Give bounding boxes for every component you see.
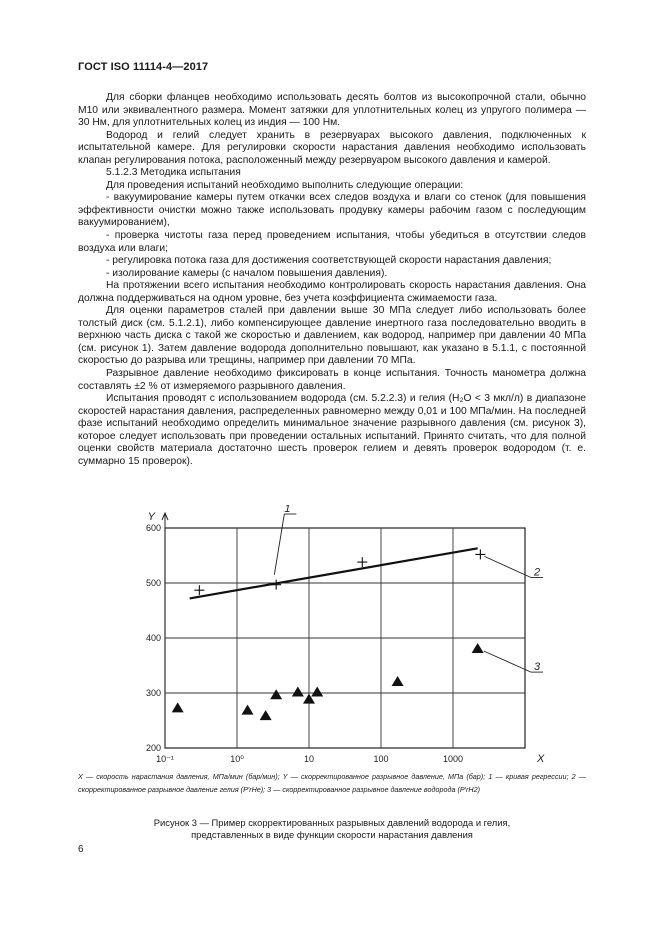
list-item: - проверка чистоты газа перед проведением испытания, чтобы убедиться в отсутствии следов воздуха или влаги; [78,230,586,254]
x-tick-label: 100 [373,754,389,764]
list-item: - вакуумирование камеры путем откачки всех следов воздуха и влаги со стенок (для повышения эффективности очистки можно также использовать продувку камеры рабочим газом с последующим вакуумированием), [78,192,586,229]
callout-label-1: 1 [284,505,291,515]
paragraph: Для сборки фланцев необходимо использовать десять болтов из высокопрочной стали, обычно М10 или эквивалентного размера. Момент затяжки для уплотнительных колец из упругого полимера — 30 Нм, для уплотнительных колец из индия — 100 Нм. [78,92,586,129]
x-tick-label: 1000 [442,754,464,764]
y-tick-label: 400 [145,633,161,643]
paragraph: Испытания проводят с использованием водорода (см. 5.2.2.3) и гелия (H₂O < 3 мкл/л) в диапазоне скоростей нарастания давления, распределенных равномерно между 0,01 и 100 МПа/мин. На последней фазе испытаний необходимо определить минимальное значение разрывного давления (см. рисунок 3), которое следует использовать при проведении остальных испытаний. Принято считать, что для полной оценки свойств материала достаточно шесть проверок гелием и девять проверок водородом (т. е. суммарно 15 проверок). [78,393,586,467]
figure-title [78,817,586,841]
helium-point [357,557,367,567]
y-tick-label: 300 [145,688,161,698]
figure-legend: X — скорость нарастания давления, МПа/мин (бар/мин); Y — скорректированное разрывное давление, МПа (бар); 1 — кривая регрессии; 2 — скорректированное разрывное давление гелия (P′rHe); 3 — скорректированное разрывное давление водорода (P′rH2) [78,772,586,794]
paragraph: Для оценки параметров сталей при давлении выше 30 МПа следует либо использовать более толстый диск (см. 5.1.2.1), либо компенсирующее давление инертного газа последовательно вводить в верхнюю часть диска с такой же скоростью и давлением, как водород, например при давлении 40 МПа (см. рисунок 1). Затем давление водорода дополнительно повышают, как указано в 5.1.1, с постоянной скоростью до разрыва или трещины, например при давлении 70 МПа. [78,305,586,367]
figure-title-line: представленных в виде функции скорости нарастания давления [191,829,473,840]
callout-leader-3 [484,651,531,672]
page-header: ГОСТ ISO 11114-4—2017 [78,61,209,73]
page-number: 6 [78,844,84,855]
hydrogen-point [270,689,282,699]
list-item: - регулировка потока газа для достижения соответствующей скорости нарастания давления; [106,255,552,267]
callout-leader-1 [274,514,284,575]
helium-point [194,585,204,595]
callout-label-2: 2 [534,566,541,579]
hydrogen-point [311,686,323,696]
figure-title-line: Рисунок 3 — Пример скорректированных разрывных давлений водорода и гелия, [153,817,511,828]
paragraph: Водород и гелий следует хранить в резервуарах высокого давления, подключенных к испытательной камере. Для регулировки скорости нарастания давления необходимо использовать клапан регулирования потока, расположенный между резервуаром высокого давления и камерой. [78,129,586,166]
burst-pressure-chart [70,505,570,767]
x-tick-label: 10⁻¹ [156,754,174,764]
hydrogen-point [242,705,254,715]
hydrogen-point [260,710,272,720]
y-tick-label: 500 [145,578,161,588]
list-item: - изолирование камеры (с началом повышения давления). [106,267,388,279]
body-text [78,92,586,468]
hydrogen-point [292,686,304,696]
helium-point [475,549,485,559]
paragraph: Разрывное давление необходимо фиксировать в конце испытания. Точность манометра должна составлять ±2 % от измеряемого разрывного давления. [78,368,586,392]
section-heading: 5.1.2.3 Методика испытания [106,167,241,179]
hydrogen-point [172,702,184,712]
callout-label-3: 3 [534,661,541,674]
paragraph: На протяжении всего испытания необходимо контролировать скорость нарастания давления. Она должна поддерживаться на одном уровне, без учета коэффициента сжимаемости газа. [78,280,586,304]
paragraph: Для проведения испытаний необходимо выполнить следующие операции: [106,179,464,191]
y-tick-label: 200 [145,743,161,753]
regression-line [190,548,478,598]
x-tick-label: 10 [303,754,315,764]
callout-leader-2 [484,556,531,577]
y-tick-label: 600 [145,523,161,533]
helium-point [271,580,281,590]
hydrogen-point [472,643,484,653]
x-tick-label: 10⁰ [230,754,244,764]
x-axis-label: X [537,753,545,765]
hydrogen-point [392,676,404,686]
y-axis-label: Y [147,511,155,523]
